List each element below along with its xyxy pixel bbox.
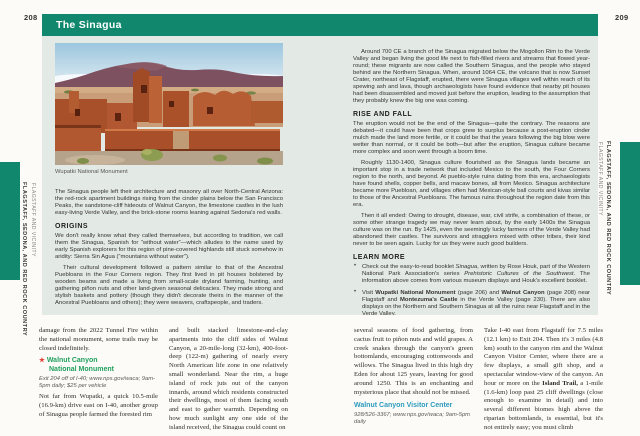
rise-paragraph-1: The eruption would not be the end of the Sinagua—quite the contrary. The reasons are debated—it could have been that crops grew to surplus because a post-eruption cinder mulch made the land more fertile, or it could be that the years following the big blow were wetter than normal, or it could be both—but after the eruption, Sinagua culture became more complex and soon went through a boom time. [353,121,590,155]
wupatki-ruins-photo [55,43,283,165]
origins-paragraph-1: We don't really know what they called themselves, but according to tradition, we call them the Sinagua, Spanish for “without water”—which alludes to the name used by early Spanish explorers for this region of pine-covered highlands still stuck somehow in aridity: Sierra Sin Agua (“mountains without water”). [55,233,283,260]
chapter-tab-subtitle-right: FLAGSTAFF AND VICINITY [597,142,603,216]
chapter-tab-title-right: FLAGSTAFF, SEDONA, AND RED ROCK COUNTRY [605,141,611,296]
learn-more-bullet-1-text: Check out the easy-to-read booklet Sinagua, written by Rose Houk, part of the Western National Park Association's series Prehistoric Cultures of the Southwest. The information above comes from various museum displays and Houk's excellent booklet. [362,264,590,284]
rise-paragraph-3: Then it all ended: Owing to drought, disease, war, civil strife, a combination of these, or some other strange tragedy we may never learn about, by the early 1400s the Sinagua culture was on the run. By 1425, even the seemingly lucky farmers of the Verde Valley had abandoned their castles. The survivors and stragglers mixed with other tribes, their kind never to be seen again. Lucky for us they were such good builders. [353,213,590,247]
chapter-edge-tab-left [0,162,20,280]
origins-heading: ORIGINS [55,223,89,230]
visitor-center-heading: Walnut Canyon Visitor Center [354,402,453,410]
directions-paragraph: Take I-40 east from Flagstaff for 7.5 miles (12.1 km) to Exit 204. Then it's 3 miles (4.8 km) south to the canyon rim and the Walnut Canyon Visitor Center, where there are a few displays, a small gift shop, and a spectacular window-view of the canyon. An hour or more on the Island Trail, a 1-mile (1.6-km) loop past 25 cliff dwellings (close enough to examine in detail) and into several different biomes high above the riparian bottomlands, is essential, but it's not entirely easy; you must climb [484,327,603,430]
topic-box-header [42,14,598,36]
left-page-column-2 [169,327,288,430]
rise-and-fall-heading: RISE AND FALL [353,111,413,118]
tunnel-fire-paragraph: damage from the 2022 Tunnel Fire within the national monument, some trails may be closed indefinitely. [39,327,158,352]
sinagua-topic-box [42,14,598,315]
walnut-canyon-heading-line2: National Monument [49,365,114,373]
left-page-column-1 [39,327,158,430]
page-number-left: 208 [24,13,38,22]
sinagua-intro-paragraph: The Sinagua people left their architecture and masonry all over North-Central Arizona: the red-rock apartment buildings rising from the cinder plains below the San Francisco Peaks, the sandstone-cliff hideouts of Walnut Canyon, the limestone castles in the lush easy-living Verde Valley, and the brick-stone rooms leaning against Sedona's red walls. [55,189,283,216]
topic-box-body [42,36,598,315]
page-number-right: 209 [615,13,629,22]
bullet-icon: • [354,263,357,269]
visitor-center-details: 928/526-3367; www.nps.gov/waca; 9am-5pm daily [354,412,471,426]
walnut-canyon-heading-line1 [39,357,158,366]
chapter-tab-title-left: FLAGSTAFF, SEDONA, AND RED ROCK COUNTRY [21,182,27,337]
walnut-canyon-paragraph: Not far from Wupatki, a quick 10.5-mile (16.9-km) drive east on I-40, another group of Sinagua people farmed the forested rim [39,393,158,418]
walnut-canyon-details: Exit 204 off of I-40; www.nps.gov/waca; 9am-5pm daily; $25 per vehicle [39,376,155,390]
top-sight-star-icon: ★ [39,357,45,365]
chapter-tab-subtitle-left: FLAGSTAFF AND VICINITY [30,183,36,257]
chapter-edge-tab-right [620,142,640,285]
walnut-canyon-heading-text1: Walnut Canyon [46,357,98,365]
rise-paragraph-2: Roughly 1130-1400, Sinagua culture flourished as the Sinagua lands became an important stop in a trade network that included Mexico to the south, the Four Corners region to the north, and beyond. At pueblo-style ruins dating from this era, archaeologists have found shells, copper bells, and macaw bones, all from Mexico. Sinagua architecture became more Puebloan, and villages often had Mexican-style ball courts and kivas similar to those of the Ancestral Puebloans. The famous ruins throughout the region date from this era. [353,160,590,208]
learn-more-heading: LEARN MORE [353,254,406,261]
learn-more-bullet-1 [353,264,590,285]
topic-box-right-column [353,49,590,315]
topic-box-left-column [55,43,283,311]
walnut-canyon-heading [39,357,158,374]
right-page-column-2 [484,327,603,430]
right-page-column-1 [354,327,473,430]
topic-box-title: The Sinagua [56,19,122,31]
bullet-icon: • [354,289,357,295]
photo-caption: Wupatki National Monument [55,169,128,175]
verde-migration-paragraph: Around 700 CE a branch of the Sinagua migrated below the Mogollon Rim to the Verde Valley and began living the good life next to fish-filled rivers and streams that flowed year-round; these migrants are now called the Southern Sinagua, and the people who stayed behind are the Northern Sinagua. When, around 1064 CE, the volcano that is now Sunset Crater, northeast of Flagstaff, erupted, there were Sinagua villages well within reach of its spewing ash and lava, though archaeologists have found evidence that nearby pit houses had been disassembled and moved just before the eruption, leading to the assumption that they probably knew the big one was coming. [353,49,590,104]
learn-more-bullet-2-text: Visit Wupatki National Monument (page 206) and Walnut Canyon (page 208) near Flagstaff and Montezuma's Castle in the Verde Valley (page 230). There are also displays on the Northern and Southern Sinagua at all the ruins near Flagstaff and in the Verde Valley. [362,290,590,315]
canyon-description-paragraph: and built stacked limestone-and-clay apartments into the cliff sides of Walnut Canyon, a 20-mile-long (32-km), 400-foot-deep (122-m) gathering of nearly every North American life zone in one relatively small wonderland. Near the rim, a huge island of rock juts out of the canyon innards, around which residents constructed their dwellings, most of them facing south and east to gather warmth. Depending on how much sunlight any one side of the island received, the Sinagua could count on [169,327,288,430]
canyon-eden-paragraph: several seasons of food gathering, from cactus fruit to piñon nuts and wild grapes. A creek snakes through the canyon's green bottomlands, encouraging cottonwoods and willows. The Sinagua lived in this high dry Eden for about 125 years, leaving for good around 1250. This is an enchanting and mysterious place that should not be missed. [354,327,473,396]
origins-paragraph-2: Their cultural development followed a pattern similar to that of the Ancestral Puebloans in the Four Corners region. They first lived in pit houses bolstered by wooden beams and made a living from small-scale dryland farming, hunting, and gathering piñon nuts and other land-given seasonal delicacies. They made strong and stylish baskets and pottery (though they didn't decorate theirs in the manner of the Ancestral Puebloans and others); they were weavers, craftspeople, and traders. [55,265,283,306]
learn-more-bullet-2 [353,290,590,315]
